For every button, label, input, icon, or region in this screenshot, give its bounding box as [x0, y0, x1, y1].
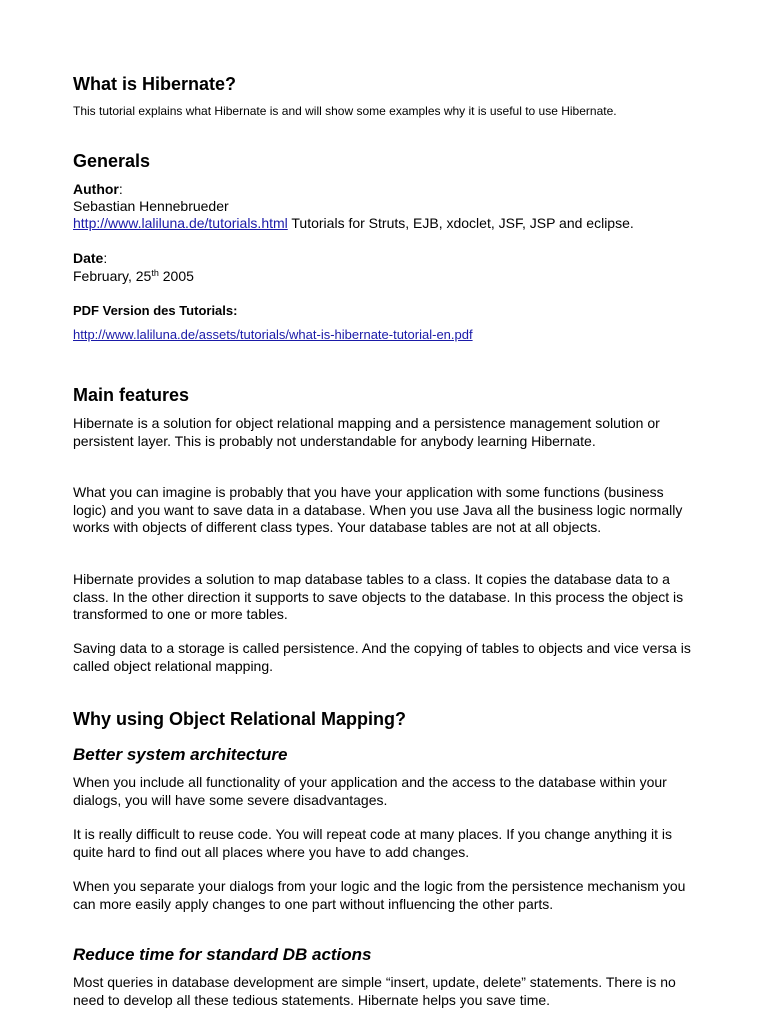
date-prefix: February, 25	[73, 268, 152, 284]
page-title: What is Hibernate?	[73, 74, 237, 94]
author-name: Sebastian Hennebrueder	[73, 198, 229, 214]
better-architecture-heading: Better system architecture	[73, 745, 288, 764]
reduce-time-heading: Reduce time for standard DB actions	[73, 945, 372, 964]
date-value	[73, 268, 194, 286]
main-features-paragraph-2: What you can imagine is probably that you have your application with some functions (business logic) and you want to save data in a database. When you use Java all the business logic normally works with objects of different class types. Your database tables are not at all objects.	[73, 484, 683, 535]
author-label: Author	[73, 181, 119, 197]
date-label: Date	[73, 250, 104, 266]
why-orm-heading: Why using Object Relational Mapping?	[73, 709, 407, 729]
reduce-time-paragraph-1: Most queries in database development are simple “insert, update, delete” statements. There is no need to develop all these tedious statements. Hibernate helps you save time.	[73, 974, 676, 1008]
author-colon: :	[118, 181, 123, 197]
pdf-link[interactable]: http://www.laliluna.de/assets/tutorials/what-is-hibernate-tutorial-en.pdf	[73, 327, 473, 342]
date-year: 2005	[158, 268, 194, 284]
pdf-link-line	[73, 327, 473, 343]
pdf-version-label: PDF Version des Tutorials:	[73, 303, 238, 318]
main-features-paragraph-3: Hibernate provides a solution to map database tables to a class. It copies the database data to a class. In the other direction it supports to save objects to the database. In this process the object is transformed to one or more tables.	[73, 571, 684, 622]
document-page	[73, 0, 703, 1024]
tutorials-link[interactable]: http://www.laliluna.de/tutorials.html	[73, 215, 288, 231]
date-ordinal: th	[151, 268, 159, 278]
main-features-heading: Main features	[73, 385, 190, 405]
main-features-paragraph-1: Hibernate is a solution for object relational mapping and a persistence management solution or persistent layer. This is probably not understandable for anybody learning Hibernate.	[73, 415, 660, 449]
better-architecture-paragraph-1: When you include all functionality of your application and the access to the database within your dialogs, you will have some severe disadvantages.	[73, 774, 667, 808]
better-architecture-paragraph-3: When you separate your dialogs from your logic and the logic from the persistence mechanism you can more easily apply changes to one part without influencing the other parts.	[73, 878, 686, 912]
intro-paragraph: This tutorial explains what Hibernate is and will show some examples why it is useful to use Hibernate.	[73, 104, 617, 118]
website-line	[73, 215, 673, 233]
better-architecture-paragraph-2: It is really difficult to reuse code. You will repeat code at many places. If you change anything it is quite hard to find out all places where you have to add changes.	[73, 826, 672, 860]
date-colon: :	[103, 250, 108, 266]
author-line	[73, 181, 123, 199]
generals-heading: Generals	[73, 151, 151, 171]
website-description: Tutorials for Struts, EJB, xdoclet, JSF, JSP and eclipse.	[287, 215, 634, 231]
date-line	[73, 250, 107, 268]
main-features-paragraph-4: Saving data to a storage is called persistence. And the copying of tables to objects and vice versa is called object relational mapping.	[73, 640, 691, 674]
